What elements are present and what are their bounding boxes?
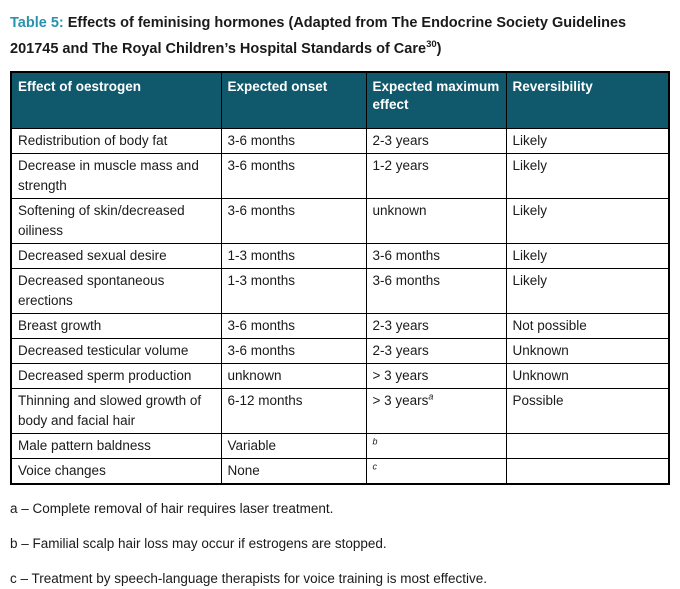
table-row [11, 364, 669, 389]
table-row [11, 434, 669, 459]
footnotes [10, 499, 680, 589]
cell-reversibility: Unknown [506, 339, 669, 364]
cell-max-text: 1-2 years [372, 158, 429, 173]
cell-expected-onset: unknown [221, 364, 366, 389]
table-caption [10, 10, 674, 62]
cell-max-text: 2-3 years [372, 343, 429, 358]
footnote-a: a – Complete removal of hair requires laser treatment. [10, 501, 334, 516]
table-row [11, 244, 669, 269]
cell-expected-onset: None [221, 459, 366, 485]
cell-expected-maximum-effect [366, 269, 506, 314]
cell-effect: Decreased sperm production [11, 364, 221, 389]
cell-reversibility: Likely [506, 244, 669, 269]
table-header [11, 72, 669, 129]
header-expected-onset: Expected onset [221, 72, 366, 129]
footnote-marker: c [372, 461, 377, 472]
footnote-b: b – Familial scalp hair loss may occur if estrogens are stopped. [10, 536, 387, 551]
cell-expected-maximum-effect [366, 459, 506, 485]
table-body [11, 129, 669, 485]
cell-max-text: 2-3 years [372, 318, 429, 333]
table-row [11, 459, 669, 485]
reference-superscript: 30 [426, 39, 437, 51]
cell-expected-maximum-effect [366, 244, 506, 269]
cell-reversibility: Likely [506, 129, 669, 154]
cell-expected-maximum-effect [366, 314, 506, 339]
cell-reversibility [506, 459, 669, 485]
cell-expected-maximum-effect [366, 154, 506, 199]
table-caption-close: ) [436, 41, 442, 57]
cell-max-text: unknown [372, 203, 427, 218]
cell-effect: Male pattern baldness [11, 434, 221, 459]
cell-expected-maximum-effect [366, 129, 506, 154]
footnote-marker: a [428, 391, 434, 402]
cell-reversibility [506, 434, 669, 459]
cell-expected-maximum-effect [366, 389, 506, 434]
cell-effect: Decreased sexual desire [11, 244, 221, 269]
table-header-row [11, 72, 669, 129]
table-row [11, 199, 669, 244]
table-caption-number: Table 5: [10, 15, 64, 31]
effects-table [10, 71, 670, 485]
cell-reversibility: Not possible [506, 314, 669, 339]
cell-expected-onset: 1-3 months [221, 269, 366, 314]
cell-reversibility: Possible [506, 389, 669, 434]
cell-expected-onset: 1-3 months [221, 244, 366, 269]
cell-max-text: > 3 years [372, 393, 429, 408]
cell-effect: Decreased testicular volume [11, 339, 221, 364]
cell-effect: Thinning and slowed growth of body and facial hair [11, 389, 221, 434]
table-row [11, 314, 669, 339]
header-expected-maximum-effect: Expected maximum effect [366, 72, 506, 129]
cell-expected-onset: Variable [221, 434, 366, 459]
cell-expected-maximum-effect [366, 199, 506, 244]
cell-reversibility: Likely [506, 269, 669, 314]
table-caption-text: Effects of feminising hormones (Adapted from The Endocrine Society Guidelines 201745 and The Royal Children’s Hospital Standards of Care [10, 15, 627, 57]
cell-expected-maximum-effect [366, 434, 506, 459]
cell-expected-onset: 3-6 months [221, 314, 366, 339]
header-reversibility: Reversibility [506, 72, 669, 129]
cell-expected-onset: 3-6 months [221, 154, 366, 199]
cell-reversibility: Likely [506, 154, 669, 199]
cell-reversibility: Unknown [506, 364, 669, 389]
table-row [11, 389, 669, 434]
table-row [11, 269, 669, 314]
cell-max-text: 3-6 months [372, 273, 441, 288]
table-row [11, 339, 669, 364]
cell-expected-onset: 6-12 months [221, 389, 366, 434]
header-effect-of-oestrogen: Effect of oestrogen [11, 72, 221, 129]
table-row [11, 129, 669, 154]
cell-effect: Redistribution of body fat [11, 129, 221, 154]
cell-reversibility: Likely [506, 199, 669, 244]
footnote-marker: b [372, 436, 378, 447]
cell-effect: Breast growth [11, 314, 221, 339]
cell-expected-onset: 3-6 months [221, 339, 366, 364]
cell-effect: Softening of skin/decreased oiliness [11, 199, 221, 244]
cell-max-text: 3-6 months [372, 248, 441, 263]
cell-max-text: > 3 years [372, 368, 429, 383]
cell-effect: Voice changes [11, 459, 221, 485]
table-row [11, 154, 669, 199]
cell-effect: Decreased spontaneous erections [11, 269, 221, 314]
cell-expected-onset: 3-6 months [221, 199, 366, 244]
cell-max-text: 2-3 years [372, 133, 429, 148]
cell-effect: Decrease in muscle mass and strength [11, 154, 221, 199]
cell-expected-onset: 3-6 months [221, 129, 366, 154]
cell-expected-maximum-effect [366, 339, 506, 364]
footnote-c: c – Treatment by speech-language therapists for voice training is most effective. [10, 571, 487, 586]
cell-expected-maximum-effect [366, 364, 506, 389]
